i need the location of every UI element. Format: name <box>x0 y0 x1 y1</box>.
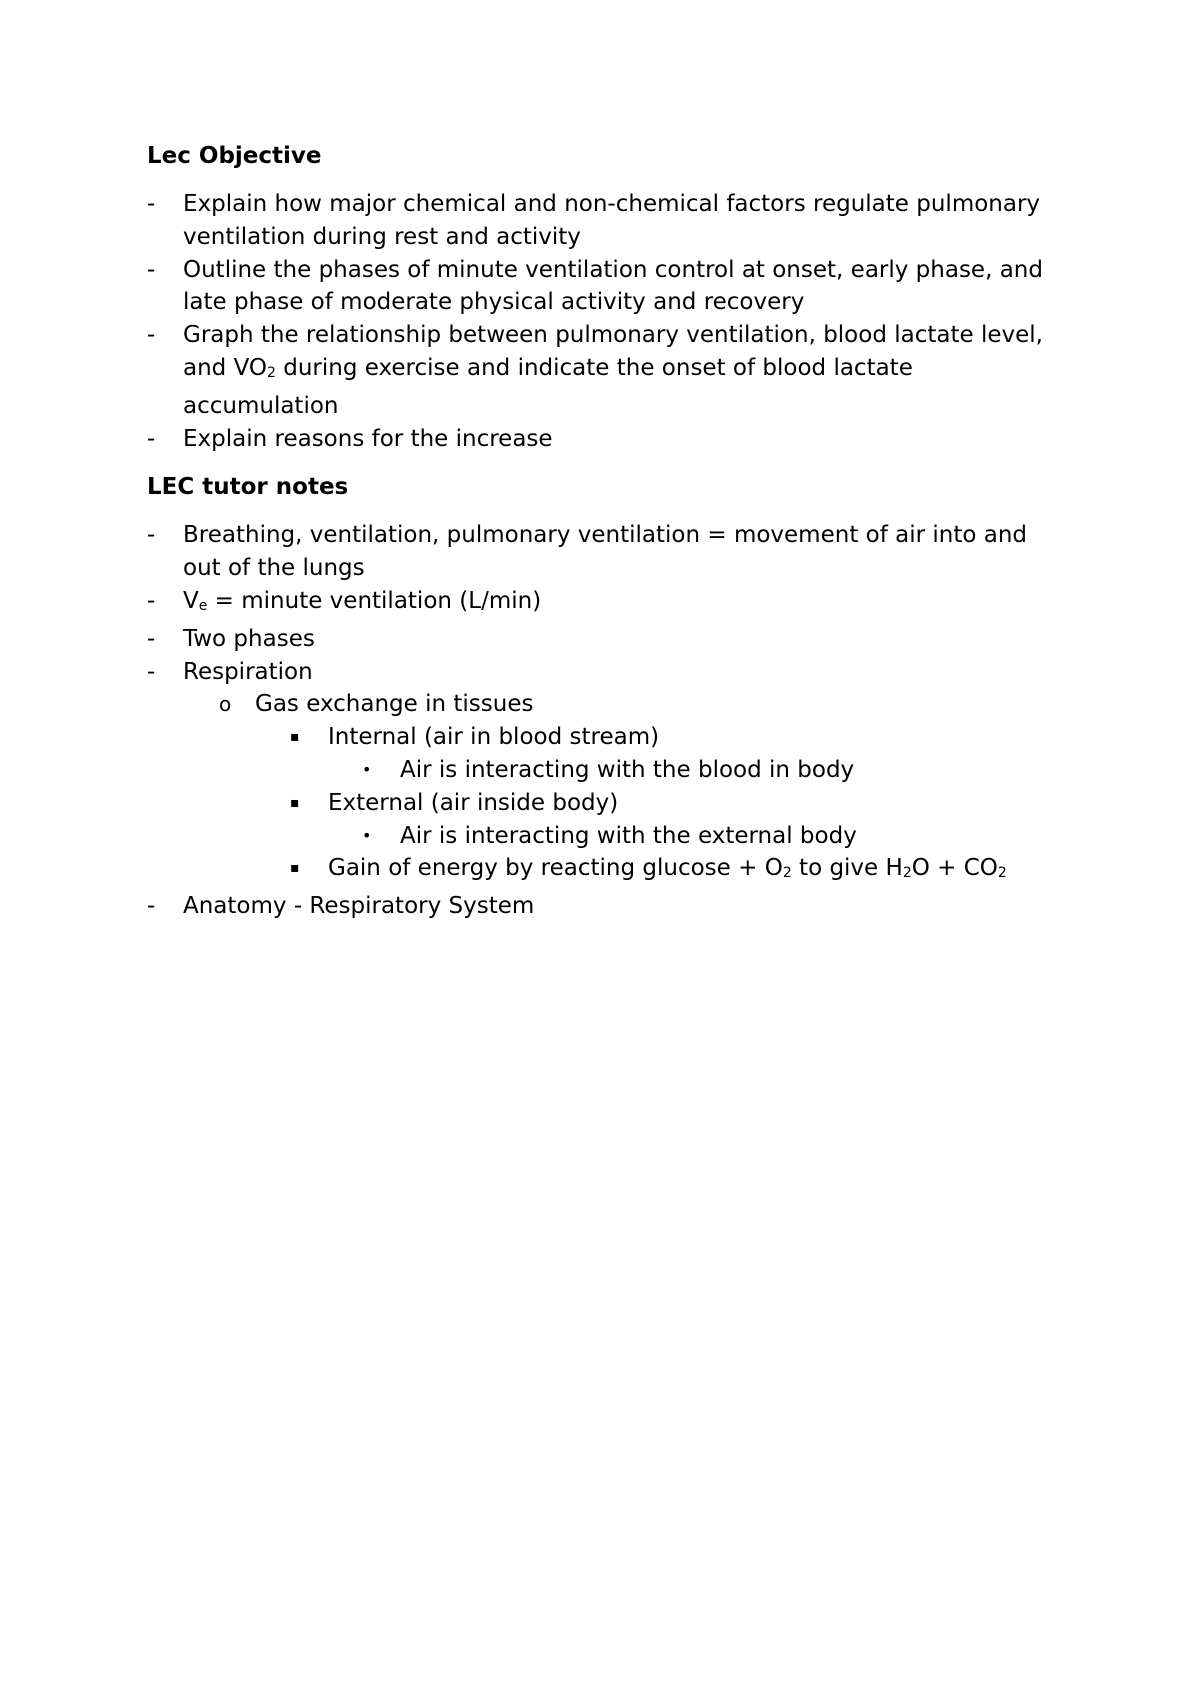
tutor-notes-list <box>147 519 1067 923</box>
dash-bullet: - <box>147 425 156 452</box>
subscript: 2 <box>782 865 792 882</box>
dot-bullet: • <box>362 759 372 779</box>
list-item <box>147 585 1067 623</box>
list-item-text: Gain of energy by reacting glucose + O <box>328 855 783 882</box>
circle-bullet: o <box>219 692 232 717</box>
dash-bullet: - <box>147 658 156 685</box>
dash-bullet: - <box>147 625 156 652</box>
section-heading-objectives: Lec Objective <box>147 143 322 169</box>
list-item <box>147 188 1067 254</box>
list-item-text: Respiration <box>183 658 313 685</box>
list-item-text: Air is interacting with the external body <box>400 822 857 849</box>
dash-bullet: - <box>147 322 156 349</box>
list-item <box>147 688 1067 721</box>
list-item-text: O + CO <box>911 855 998 882</box>
list-item-text: Explain how major chemical and non-chemical factors regulate pulmonary ventilation during rest and activity <box>183 191 1041 250</box>
list-item-text: V <box>183 587 199 614</box>
objectives-list <box>147 188 1067 455</box>
list-item <box>147 319 1067 422</box>
list-item-text: Breathing, ventilation, pulmonary ventilation = movement of air into and out of the lungs <box>183 522 1028 582</box>
dash-bullet: - <box>147 256 156 283</box>
section-heading-tutor-notes: LEC tutor notes <box>147 474 349 501</box>
dash-bullet: - <box>147 191 156 217</box>
list-item <box>147 754 1067 787</box>
square-bullet: ▪ <box>290 860 300 877</box>
list-item-text: Anatomy - Respiratory System <box>183 893 535 920</box>
list-item <box>147 656 1067 689</box>
list-item <box>147 721 1067 754</box>
dash-bullet: - <box>147 522 156 549</box>
list-item <box>147 890 1067 923</box>
list-item <box>147 852 1067 890</box>
list-item-text: External (air inside body) <box>328 789 619 816</box>
list-item <box>147 423 1067 456</box>
document-content <box>147 140 1067 939</box>
subscript: 2 <box>997 865 1007 882</box>
subscript: 2 <box>267 364 276 381</box>
list-item-text: during exercise and indicate the onset of blood lactate accumulation <box>183 354 913 419</box>
list-item-text: Air is interacting with the blood in body <box>400 756 855 783</box>
list-item-text: Internal (air in blood stream) <box>328 724 660 751</box>
list-item-text: = minute ventilation (L/min) <box>207 587 542 614</box>
list-item-text: Gas exchange in tissues <box>255 691 534 718</box>
list-item-text: Two phases <box>183 625 315 652</box>
list-item-text: Graph the relationship between pulmonary ventilation, blood lactate level, and VO <box>183 322 1043 381</box>
list-item <box>147 519 1067 585</box>
square-bullet: ▪ <box>290 794 300 811</box>
dash-bullet: - <box>147 893 156 920</box>
list-item <box>147 820 1067 853</box>
subscript: 2 <box>902 865 912 882</box>
list-item-text: Explain reasons for the increase <box>183 425 553 452</box>
square-bullet: ▪ <box>290 729 300 746</box>
list-item-text: to give H <box>791 855 903 882</box>
dot-bullet: • <box>362 825 372 845</box>
list-item <box>147 623 1067 656</box>
list-item-text: Outline the phases of minute ventilation control at onset, early phase, and late phase of moderate physical activity and recovery <box>183 256 1043 316</box>
list-item <box>147 787 1067 820</box>
list-item <box>147 254 1067 320</box>
dash-bullet: - <box>147 587 156 614</box>
subscript: e <box>198 597 208 614</box>
